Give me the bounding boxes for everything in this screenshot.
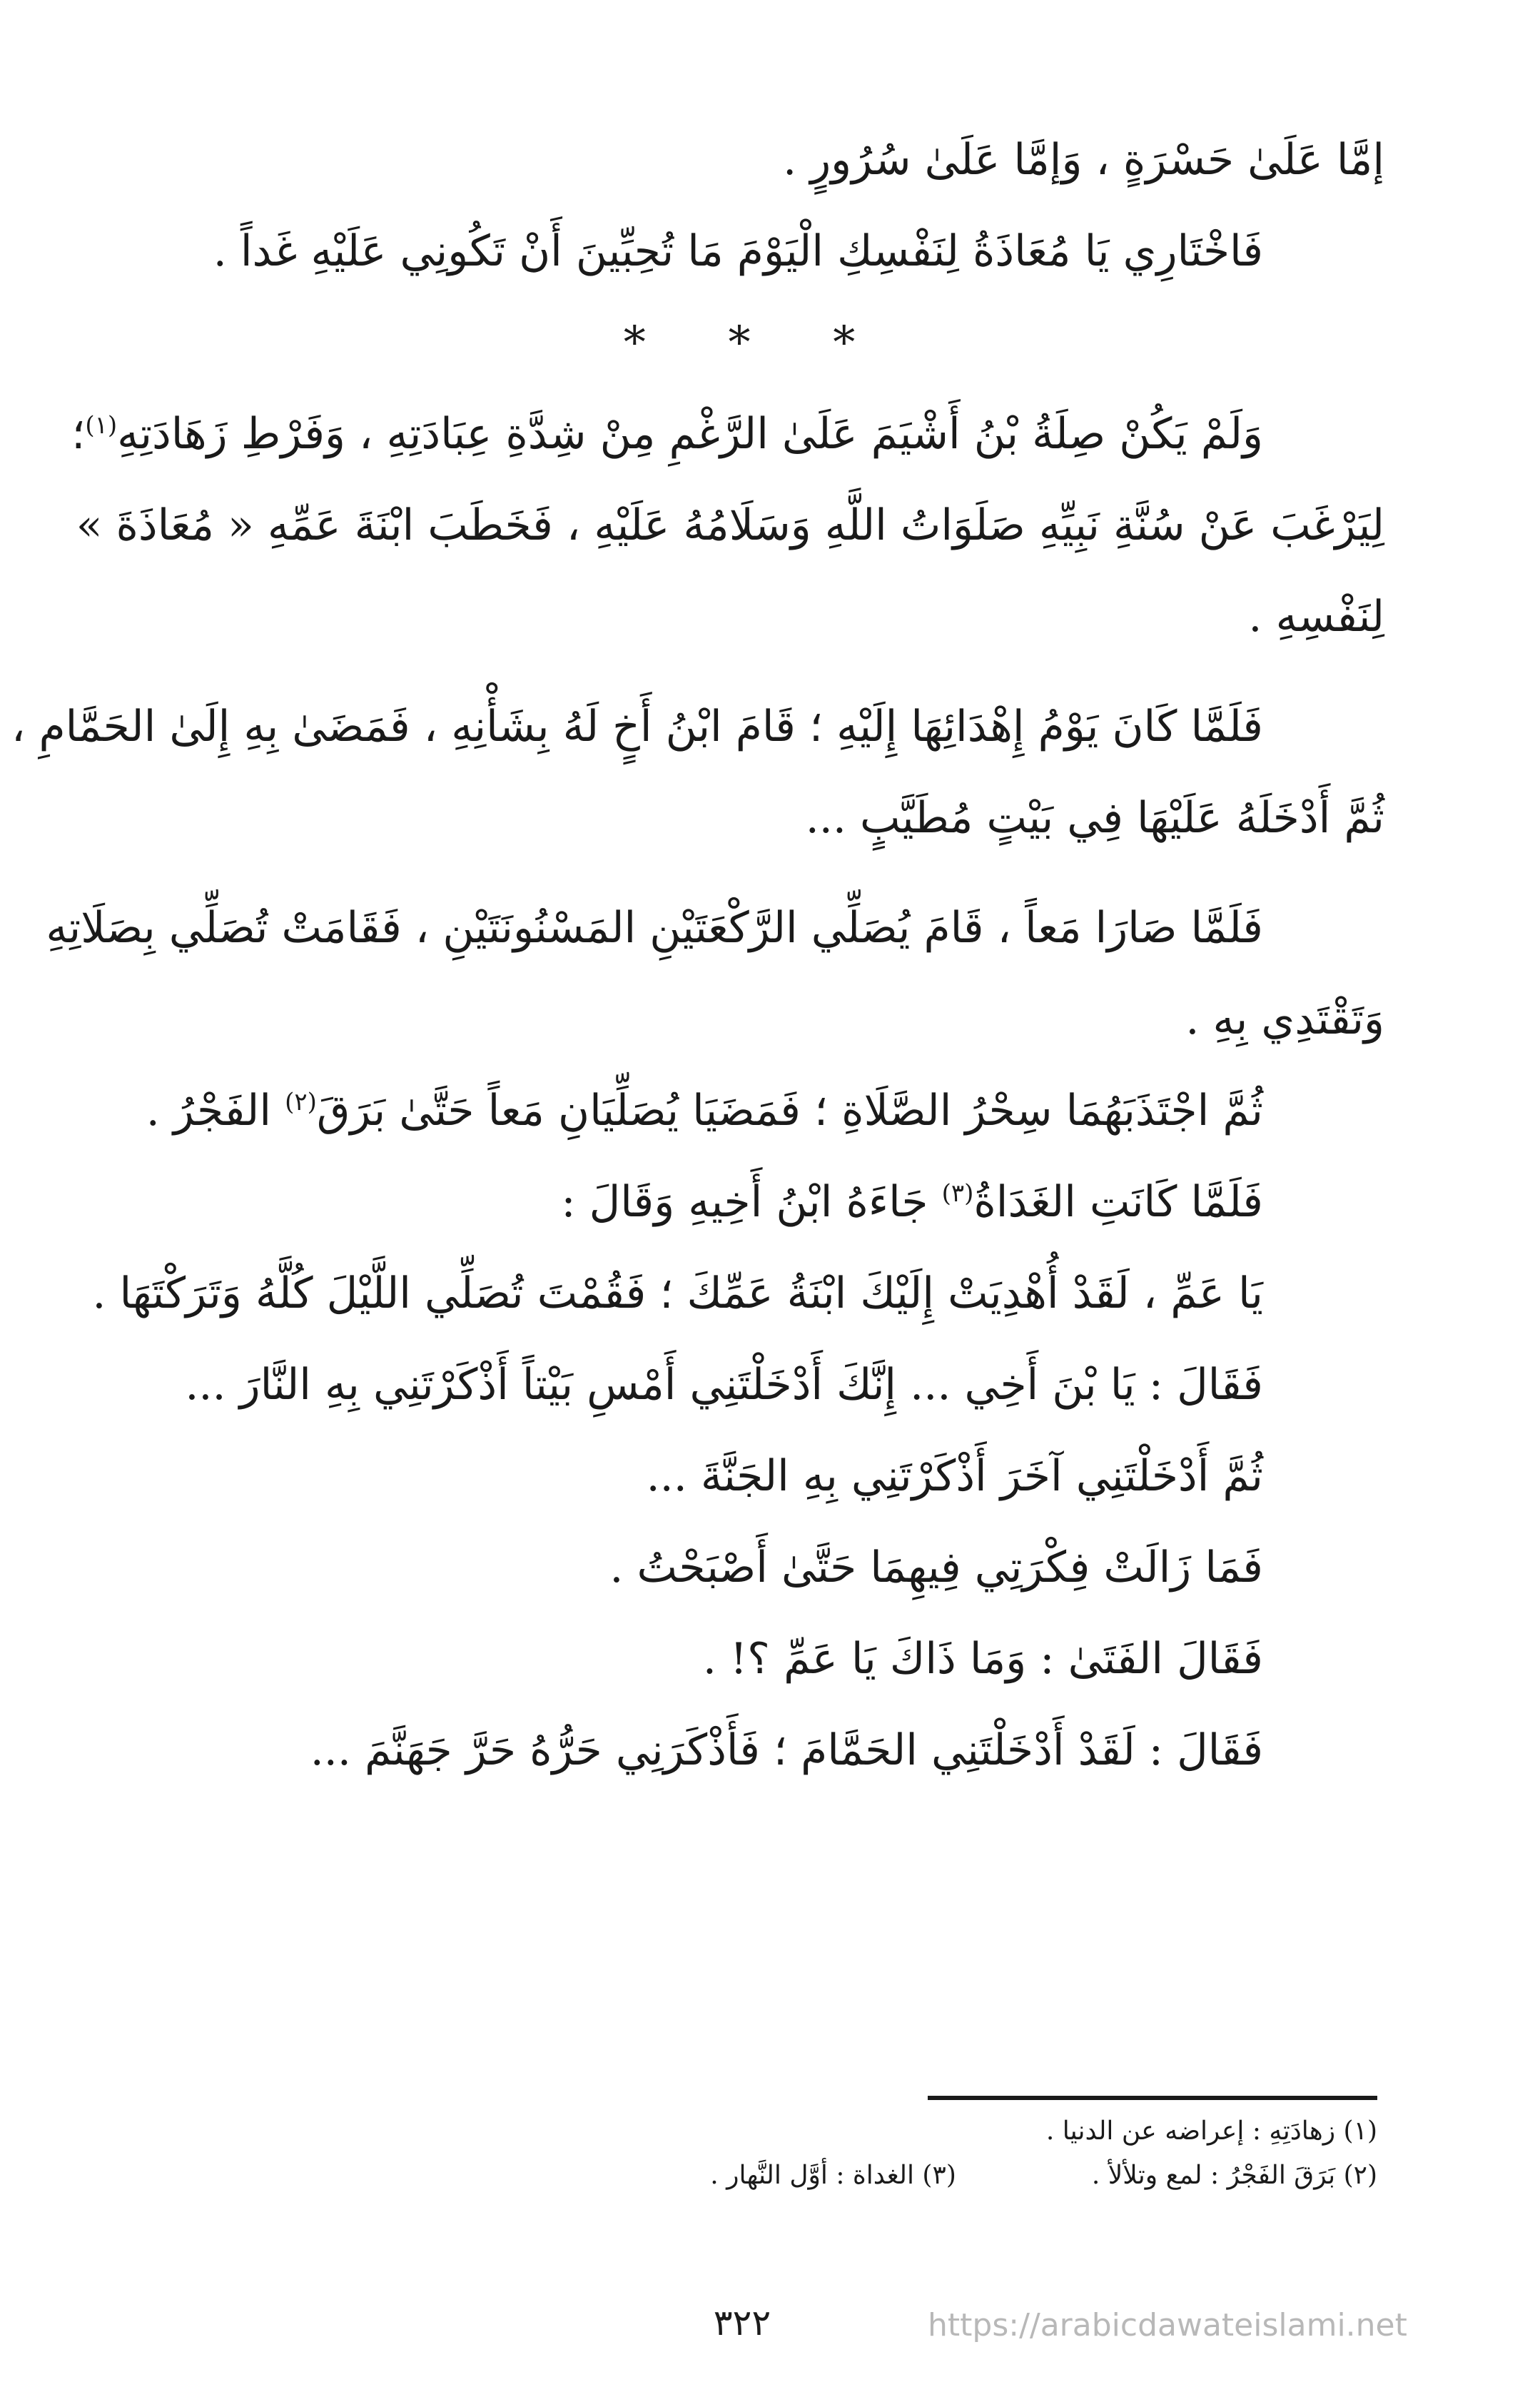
footnote-separator	[928, 2096, 1377, 2100]
footnote-1: (١) زهادَتِهِ : إعراضه عن الدنيا .	[1045, 2116, 1377, 2146]
text-segment: جَاءَهُ ابْنُ أَخِيهِ وَقَالَ :	[561, 1177, 928, 1227]
text-line: فَقَالَ : لَقَدْ أَدْخَلْتَنِي الحَمَّامَ ؛ فَأَذْكَرَنِي حَرُّهُ حَرَّ جَهَنَّمَ ...	[310, 1725, 1263, 1775]
footnote-2: (٢) بَرَقَ الفَجْرُ : لمع وتلألأ .	[1091, 2161, 1377, 2190]
text-line: ثُمَّ أَدْخَلْتَنِي آخَرَ أَذْكَرْتَنِي بِهِ الجَنَّةَ ...	[646, 1451, 1263, 1501]
text-line	[64, 1065, 1384, 1156]
main-text	[11, 114, 1384, 1796]
footnote-ref[interactable]: (١)	[85, 411, 118, 440]
text-line: لِنَفْسِهِ .	[1248, 592, 1384, 642]
text-line: فَاخْتَارِي يَا مُعَاذَةُ لِنَفْسِكِ الْيَوْمَ مَا تُحِبِّينَ أَنْ تَكُونِي عَلَيْهِ غَداً .	[213, 226, 1263, 276]
text-line: فَقَالَ الفَتَىٰ : وَمَا ذَاكَ يَا عَمِّ ؟! .	[702, 1634, 1263, 1684]
footnote-ref[interactable]: (٣)	[941, 1179, 974, 1208]
paragraph-gap	[64, 662, 1384, 681]
text-line: ثُمَّ أَدْخَلَهُ عَلَيْهَا فِي بَيْتٍ مُطَيَّبٍ ...	[805, 793, 1384, 843]
section-divider: * * *	[623, 316, 890, 368]
text-segment: فَلَمَّا كَانَتِ الغَدَاةُ	[973, 1177, 1263, 1227]
text-segment: ثُمَّ اجْتَذَبَهُمَا سِحْرُ الصَّلَاةِ ؛ فَمَضَيَا يُصَلِّيَانِ مَعاً حَتَّىٰ بَرَقَ	[316, 1086, 1263, 1136]
text-line	[64, 1156, 1384, 1248]
text-line: لِيَرْغَبَ عَنْ سُنَّةِ نَبِيِّهِ صَلَوَاتُ اللَّهِ وَسَلَامُهُ عَلَيْهِ ، فَخَطَبَ ابْنَةَ عَمِّهِ « مُعَاذَةَ »	[76, 500, 1384, 550]
text-segment: ؛	[71, 409, 86, 459]
text-line: يَا عَمِّ ، لَقَدْ أُهْدِيَتْ إِلَيْكَ ابْنَةُ عَمِّكَ ؛ فَقُمْتَ تُصَلِّي اللَّيْلَ كُلَّهُ وَتَرَكْتَهَا .	[92, 1268, 1263, 1318]
footnote-ref[interactable]: (٢)	[285, 1088, 317, 1116]
text-segment: وَلَمْ يَكُنْ صِلَةُ بْنُ أَشْيَمَ عَلَىٰ الرَّغْمِ مِنْ شِدَّةِ عِبَادَتِهِ ، وَفَرْطِ زَهَادَتِهِ	[117, 409, 1263, 459]
page-number: ٣٢٢	[713, 2302, 771, 2343]
footnotes	[307, 2109, 1377, 2198]
paragraph-gap	[64, 864, 1384, 882]
text-line: إمَّا عَلَىٰ حَسْرَةٍ ، وَإمَّا عَلَىٰ سُرُورٍ .	[783, 135, 1384, 185]
text-segment: الفَجْرُ .	[146, 1086, 271, 1136]
watermark-url: https://arabicdawateislami.net	[928, 2307, 1407, 2343]
footnote-3: (٣) الغداة : أوَّل النَّهار .	[710, 2161, 956, 2190]
text-line: فَقَالَ : يَا بْنَ أَخِي ... إِنَّكَ أَدْخَلْتَنِي أَمْسِ بَيْتاً أَذْكَرْتَنِي بِهِ النَّارَ ...	[185, 1360, 1263, 1410]
footnote-row	[307, 2154, 1377, 2198]
text-line	[64, 388, 1384, 480]
text-line: وَتَقْتَدِي بِهِ .	[1185, 994, 1384, 1044]
text-line: فَمَا زَالَتْ فِكْرَتِي فِيهِمَا حَتَّىٰ أَصْبَحْتُ .	[609, 1543, 1263, 1593]
text-line: فَلَمَّا صَارَا مَعاً ، قَامَ يُصَلِّي الرَّكْعَتَيْنِ المَسْنُونَتَيْنِ ، فَقَامَتْ تُصَلِّي بِصَلَاتِهِ	[46, 903, 1263, 953]
text-line: فَلَمَّا كَانَ يَوْمُ إِهْدَائِهَا إِلَيْهِ ؛ قَامَ ابْنُ أَخٍ لَهُ بِشَأْنِهِ ، فَمَضَىٰ بِهِ إِلَىٰ الحَمَّامِ ،	[11, 702, 1263, 752]
